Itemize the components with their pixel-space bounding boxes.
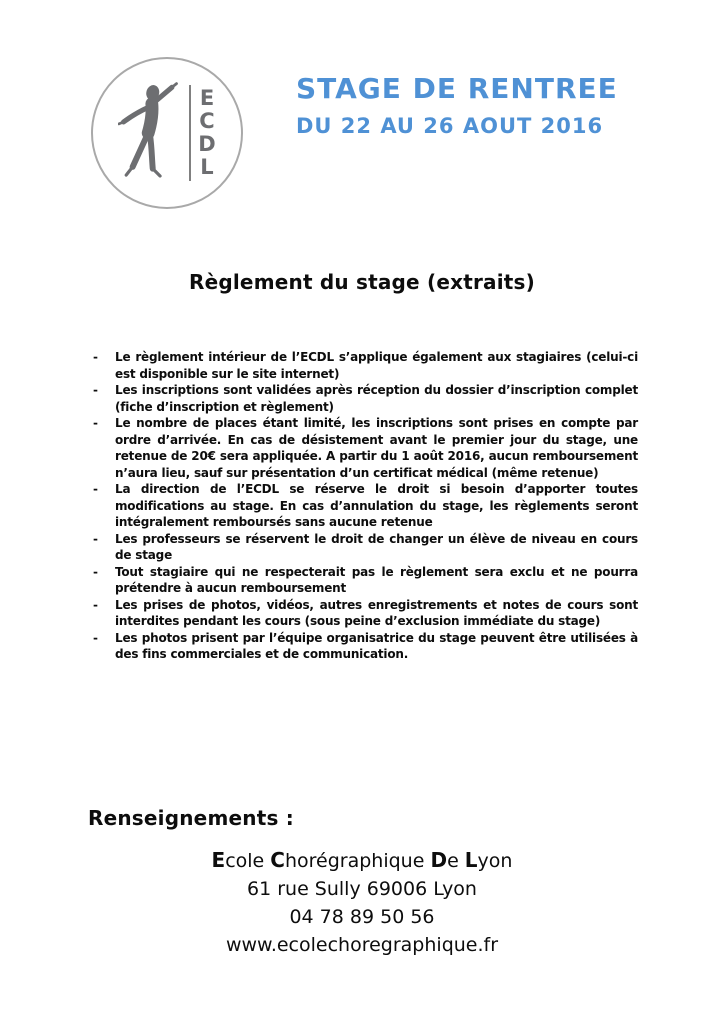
rule-bullet: - bbox=[93, 630, 98, 645]
school-name bbox=[0, 846, 724, 875]
rule-text: Les professeurs se réservent le droit de changer un élève de niveau en cours de stage bbox=[115, 531, 638, 562]
rule-item bbox=[93, 531, 638, 564]
school-name-initial: L bbox=[464, 848, 478, 872]
rule-bullet: - bbox=[93, 597, 98, 612]
rule-text: Le règlement intérieur de l’ECDL s’applique également aux stagiaires (celui-ci est disponible sur le site internet) bbox=[115, 350, 638, 381]
dancer-silhouette-icon bbox=[118, 80, 182, 186]
rule-text: Les prises de photos, vidéos, autres enregistrements et notes de cours sont interdites pendant les cours (sous peine d’exclusion immédiate du stage) bbox=[115, 597, 638, 628]
logo-letter: E bbox=[199, 86, 215, 110]
page-title: STAGE DE RENTREE bbox=[296, 72, 618, 105]
rule-bullet: - bbox=[93, 383, 98, 397]
logo-letter: D bbox=[198, 132, 216, 156]
rule-item bbox=[93, 597, 638, 630]
rule-bullet: - bbox=[93, 416, 98, 430]
rule-bullet: - bbox=[93, 482, 98, 496]
rule-bullet: - bbox=[93, 350, 98, 364]
rule-item bbox=[93, 564, 638, 597]
school-name-rest: horégraphique bbox=[284, 850, 431, 872]
header-titles bbox=[296, 72, 618, 138]
rule-item bbox=[93, 481, 638, 531]
rules-list bbox=[93, 349, 638, 663]
rule-text: Les photos prisent par l’équipe organisatrice du stage peuvent être utilisées à des fins commerciales et de communication. bbox=[115, 630, 638, 661]
section-heading: Règlement du stage (extraits) bbox=[189, 270, 535, 294]
rule-bullet: - bbox=[93, 531, 98, 546]
school-name-initial: C bbox=[270, 848, 285, 872]
rule-text: Tout stagiaire qui ne respecterait pas le règlement sera exclu et ne pourra prétendre à aucun remboursement bbox=[115, 564, 638, 595]
contact-heading: Renseignements : bbox=[88, 806, 294, 830]
school-name-initial: D bbox=[430, 848, 448, 872]
rule-item bbox=[93, 415, 638, 481]
rule-text: Les inscriptions sont validées après réception du dossier d’inscription complet (fiche d’inscription et règlement) bbox=[115, 383, 638, 414]
logo-letters bbox=[198, 87, 215, 179]
logo-inner bbox=[118, 80, 215, 186]
rule-item bbox=[93, 382, 638, 415]
website-line: www.ecolechoregraphique.fr bbox=[225, 934, 499, 956]
contact-block bbox=[0, 846, 724, 959]
address-line: 61 rue Sully 69006 Lyon bbox=[247, 878, 477, 900]
phone-line: 04 78 89 50 56 bbox=[289, 906, 435, 928]
rule-text: La direction de l’ECDL se réserve le droit si besoin d’apporter toutes modifications au stage. En cas d’annulation du stage, les règlements seront intégralement remboursés sans aucune retenue bbox=[115, 482, 638, 529]
school-name-rest: cole bbox=[225, 850, 271, 872]
rule-bullet: - bbox=[93, 564, 98, 579]
logo-divider bbox=[189, 85, 191, 181]
logo-letter: C bbox=[199, 109, 215, 133]
rule-text: Le nombre de places étant limité, les inscriptions sont prises en compte par ordre d’arrivée. En cas de désistement avant le premier jour du stage, une retenue de 20€ sera appliquée. A partir du 1 août 2016, aucun remboursement n’aura lieu, sauf sur présentation d’un certificat médical (même retenue) bbox=[115, 416, 638, 480]
page-subtitle: DU 22 AU 26 AOUT 2016 bbox=[296, 114, 604, 138]
school-name-rest: yon bbox=[477, 850, 513, 872]
logo-letter: L bbox=[200, 155, 214, 179]
rule-item bbox=[93, 349, 638, 382]
school-name-initial: E bbox=[211, 848, 226, 872]
rule-item bbox=[93, 630, 638, 663]
school-name-rest: e bbox=[447, 850, 465, 872]
ecdl-logo bbox=[91, 57, 243, 209]
